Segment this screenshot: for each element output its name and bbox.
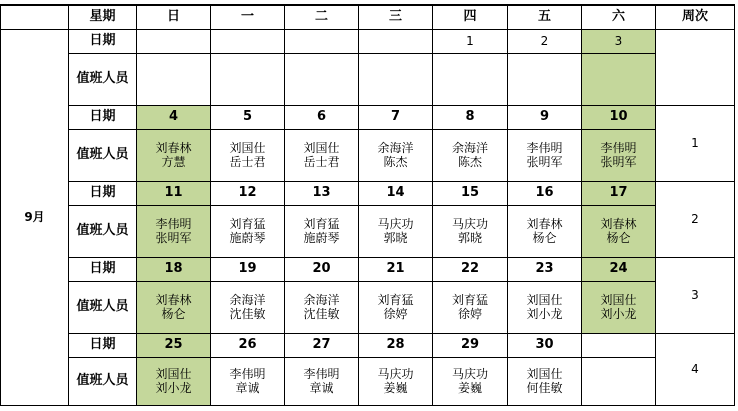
date-cell: 25 [137, 333, 211, 357]
staff-name: 刘国仕 [526, 293, 563, 307]
staff-cell [285, 205, 359, 257]
staff-cell [582, 357, 656, 405]
date-row [1, 29, 735, 53]
date-cell: 10 [582, 105, 656, 129]
corner-cell [1, 5, 69, 29]
staff-names [359, 367, 432, 395]
staff-name: 杨仑 [606, 231, 631, 245]
staff-names [211, 141, 284, 169]
staff-name: 刘小龙 [155, 381, 192, 395]
date-cell: 5 [211, 105, 285, 129]
staff-cell [359, 53, 433, 105]
weekday-header-cell: 日 [137, 5, 211, 29]
staff-cell [137, 53, 211, 105]
staff-names [433, 141, 507, 169]
staff-name: 刘育猛 [451, 293, 488, 307]
staff-names [211, 217, 284, 245]
weekday-header-cell: 六 [582, 5, 656, 29]
staff-cell [433, 281, 508, 333]
staff-name: 杨仑 [532, 231, 557, 245]
week-number-cell [656, 29, 735, 105]
staff-names [359, 217, 432, 245]
staff-name: 马庆功 [377, 217, 414, 231]
staff-cell [137, 129, 211, 181]
staff-name: 岳士君 [303, 155, 340, 169]
date-row-label: 日期 [69, 257, 137, 281]
staff-name: 陈杰 [457, 155, 482, 169]
staff-name: 刘育猛 [303, 217, 340, 231]
month-cell: 9月 [1, 29, 69, 405]
staff-cell [137, 357, 211, 405]
staff-cell [508, 357, 582, 405]
date-cell: 22 [433, 257, 508, 281]
staff-cell [211, 357, 285, 405]
staff-row-label: 值班人员 [69, 357, 137, 405]
date-cell: 29 [433, 333, 508, 357]
staff-cell [359, 357, 433, 405]
staff-names [211, 293, 284, 321]
staff-cell [285, 53, 359, 105]
date-row [1, 105, 735, 129]
staff-cell [359, 129, 433, 181]
staff-names [508, 217, 581, 245]
staff-name: 杨仑 [161, 307, 186, 321]
date-cell: 24 [582, 257, 656, 281]
date-cell [359, 29, 433, 53]
weekday-header-cell: 五 [508, 5, 582, 29]
staff-names [433, 217, 507, 245]
staff-name: 刘国仕 [229, 141, 266, 155]
staff-name: 余海洋 [377, 141, 414, 155]
staff-names [285, 367, 358, 395]
staff-row [1, 357, 735, 405]
weekday-label: 星期 [69, 5, 137, 29]
date-cell: 16 [508, 181, 582, 205]
date-row [1, 257, 735, 281]
staff-name: 刘春林 [600, 217, 637, 231]
staff-name: 余海洋 [303, 293, 340, 307]
staff-name: 余海洋 [451, 141, 488, 155]
date-cell: 12 [211, 181, 285, 205]
week-number-cell: 2 [656, 181, 735, 257]
staff-name: 马庆功 [377, 367, 414, 381]
date-cell: 30 [508, 333, 582, 357]
week-number-cell: 1 [656, 105, 735, 181]
date-cell [137, 29, 211, 53]
staff-name: 刘春林 [155, 141, 192, 155]
staff-cell [359, 205, 433, 257]
date-cell: 3 [582, 29, 656, 53]
staff-cell [582, 129, 656, 181]
staff-name: 施蔚琴 [303, 231, 340, 245]
staff-name: 沈佳敏 [229, 307, 266, 321]
staff-row [1, 281, 735, 333]
staff-name: 何佳敏 [526, 381, 563, 395]
date-cell: 23 [508, 257, 582, 281]
staff-cell [211, 53, 285, 105]
date-cell: 6 [285, 105, 359, 129]
staff-cell [211, 281, 285, 333]
staff-row-label: 值班人员 [69, 205, 137, 257]
date-cell: 26 [211, 333, 285, 357]
staff-names [508, 141, 581, 169]
staff-names [137, 293, 210, 321]
staff-name: 刘育猛 [377, 293, 414, 307]
week-number-cell: 4 [656, 333, 735, 405]
staff-cell [508, 129, 582, 181]
staff-cell [508, 53, 582, 105]
date-cell: 28 [359, 333, 433, 357]
staff-names [285, 293, 358, 321]
weekday-header-cell: 三 [359, 5, 433, 29]
staff-names [285, 217, 358, 245]
staff-name: 施蔚琴 [229, 231, 266, 245]
staff-name: 姜巍 [457, 381, 482, 395]
staff-cell [433, 357, 508, 405]
staff-name: 刘国仕 [600, 293, 637, 307]
staff-row-label: 值班人员 [69, 53, 137, 105]
date-cell: 13 [285, 181, 359, 205]
staff-name: 章诚 [235, 381, 260, 395]
date-cell [211, 29, 285, 53]
staff-names [359, 141, 432, 169]
staff-cell [211, 129, 285, 181]
staff-cell [508, 281, 582, 333]
staff-name: 方慧 [161, 155, 186, 169]
staff-cell [433, 129, 508, 181]
week-number-cell: 3 [656, 257, 735, 333]
staff-name: 沈佳敏 [303, 307, 340, 321]
staff-name: 张明军 [526, 155, 563, 169]
staff-names [433, 293, 507, 321]
staff-names [508, 367, 581, 395]
staff-name: 李伟明 [600, 141, 637, 155]
staff-name: 陈杰 [383, 155, 408, 169]
staff-cell [137, 205, 211, 257]
date-cell: 20 [285, 257, 359, 281]
staff-cell [211, 205, 285, 257]
staff-name: 刘国仕 [155, 367, 192, 381]
week-number-header: 周次 [656, 5, 735, 29]
staff-name: 岳士君 [229, 155, 266, 169]
weekday-header-cell: 一 [211, 5, 285, 29]
date-cell: 2 [508, 29, 582, 53]
staff-names [211, 367, 284, 395]
date-cell: 1 [433, 29, 508, 53]
staff-cell [582, 53, 656, 105]
date-cell [582, 333, 656, 357]
date-cell: 9 [508, 105, 582, 129]
staff-name: 李伟明 [303, 367, 340, 381]
staff-name: 李伟明 [526, 141, 563, 155]
staff-name: 刘国仕 [303, 141, 340, 155]
date-cell: 7 [359, 105, 433, 129]
staff-name: 刘小龙 [526, 307, 563, 321]
staff-row-label: 值班人员 [69, 281, 137, 333]
staff-cell [359, 281, 433, 333]
date-row-label: 日期 [69, 29, 137, 53]
staff-row [1, 129, 735, 181]
staff-row [1, 205, 735, 257]
staff-name: 李伟明 [229, 367, 266, 381]
staff-names [137, 367, 210, 395]
staff-name: 张明军 [600, 155, 637, 169]
staff-name: 马庆功 [451, 367, 488, 381]
date-cell: 11 [137, 181, 211, 205]
staff-name: 刘春林 [155, 293, 192, 307]
staff-names [285, 141, 358, 169]
staff-name: 郭晓 [383, 231, 408, 245]
staff-name: 徐婷 [457, 307, 482, 321]
date-cell: 8 [433, 105, 508, 129]
staff-cell [285, 281, 359, 333]
staff-name: 余海洋 [229, 293, 266, 307]
staff-name: 张明军 [155, 231, 192, 245]
staff-cell [137, 281, 211, 333]
date-row-label: 日期 [69, 181, 137, 205]
staff-name: 马庆功 [451, 217, 488, 231]
date-cell: 27 [285, 333, 359, 357]
staff-name: 刘小龙 [600, 307, 637, 321]
staff-name: 徐婷 [383, 307, 408, 321]
staff-cell [433, 205, 508, 257]
staff-names [508, 293, 581, 321]
weekday-header-row [1, 5, 735, 29]
date-cell: 4 [137, 105, 211, 129]
weekday-header-cell: 四 [433, 5, 508, 29]
date-row-label: 日期 [69, 333, 137, 357]
staff-cell [508, 205, 582, 257]
staff-name: 刘春林 [526, 217, 563, 231]
staff-names [582, 141, 655, 169]
staff-name: 章诚 [309, 381, 334, 395]
staff-names [359, 293, 432, 321]
date-cell: 14 [359, 181, 433, 205]
staff-names [582, 293, 655, 321]
staff-name: 郭晓 [457, 231, 482, 245]
staff-name: 刘育猛 [229, 217, 266, 231]
staff-row [1, 53, 735, 105]
staff-names [582, 217, 655, 245]
staff-name: 刘国仕 [526, 367, 563, 381]
date-cell: 17 [582, 181, 656, 205]
date-cell [285, 29, 359, 53]
staff-cell [285, 357, 359, 405]
staff-names [433, 367, 507, 395]
staff-cell [433, 53, 508, 105]
staff-name: 姜巍 [383, 381, 408, 395]
date-cell: 18 [137, 257, 211, 281]
date-cell: 15 [433, 181, 508, 205]
staff-row-label: 值班人员 [69, 129, 137, 181]
duty-roster-table [0, 4, 735, 406]
staff-names [137, 217, 210, 245]
date-cell: 19 [211, 257, 285, 281]
date-row [1, 333, 735, 357]
staff-names [137, 141, 210, 169]
staff-name: 李伟明 [155, 217, 192, 231]
date-cell: 21 [359, 257, 433, 281]
staff-cell [582, 281, 656, 333]
weekday-header-cell: 二 [285, 5, 359, 29]
date-row-label: 日期 [69, 105, 137, 129]
staff-cell [582, 205, 656, 257]
staff-cell [285, 129, 359, 181]
date-row [1, 181, 735, 205]
